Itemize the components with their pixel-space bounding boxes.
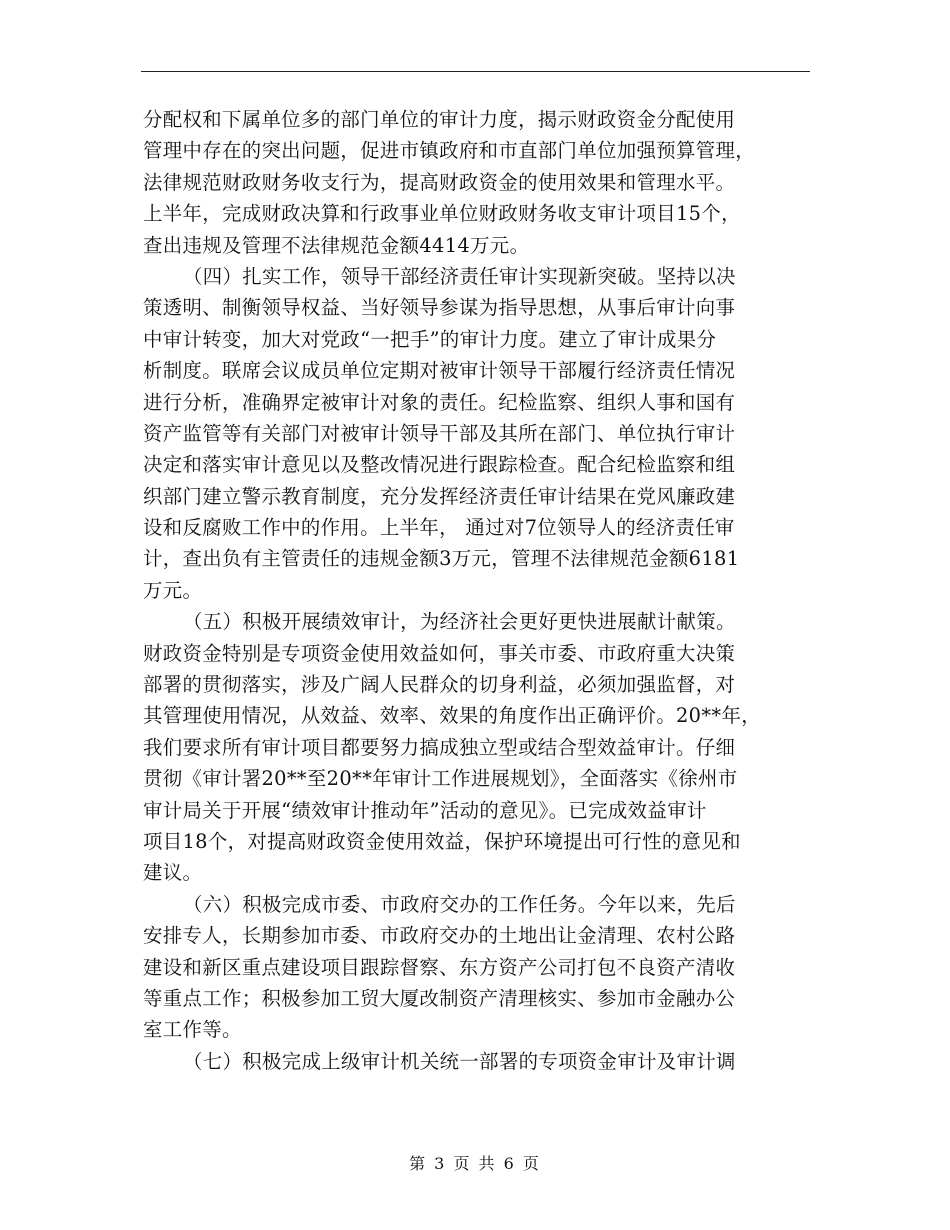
text-line: 策透明、制衡领导权益、当好领导参谋为指导思想，从事后审计向事 xyxy=(143,296,736,320)
text-line: 室工作等。 xyxy=(143,1018,242,1042)
text-line: 织部门建立警示教育制度，充分发挥经济责任审计结果在党风廉政建 xyxy=(143,484,736,508)
text-line: （六）积极完成市委、市政府交办的工作任务。今年以来，先后 xyxy=(183,892,736,916)
text-line: 建设和新区重点建设项目跟踪督察、东方资产公司打包不良资产清收 xyxy=(143,955,736,979)
text-line: 析制度。联席会议成员单位定期对被审计领导干部履行经济责任情况 xyxy=(143,359,736,383)
text-line: 资产监管等有关部门对被审计领导干部及其所在部门、单位执行审计 xyxy=(143,421,736,445)
text-line: 其管理使用情况，从效益、效率、效果的角度作出正确评价。20**年， xyxy=(143,704,761,728)
text-line: 进行分析，准确界定被审计对象的责任。纪检监察、组织人事和国有 xyxy=(143,390,736,414)
text-line: 财政资金特别是专项资金使用效益如何，事关市委、市政府重大决策 xyxy=(143,641,736,665)
text-line: 建议。 xyxy=(143,861,203,885)
text-line: 贯彻《审计署20**至20**年审计工作进展规划》，全面落实《徐州市 xyxy=(143,767,738,791)
text-line: 中审计转变，加大对党政“一把手”的审计力度。建立了审计成果分 xyxy=(143,327,717,351)
text-line: 部署的贯彻落实，涉及广阔人民群众的切身利益，必须加强监督，对 xyxy=(143,673,736,697)
text-line: 管理中存在的突出问题，促进市镇政府和市直部门单位加强预算管理， xyxy=(143,139,755,163)
text-line: 决定和落实审计意见以及整改情况进行跟踪检查。配合纪检监察和组 xyxy=(143,453,736,477)
text-line: 我们要求所有审计项目都要努力搞成独立型或结合型效益审计。仔细 xyxy=(143,735,736,759)
text-line: 设和反腐败工作中的作用。上半年， 通过对7位领导人的经济责任审 xyxy=(143,516,735,540)
text-line: （五）积极开展绩效审计，为经济社会更好更快进展献计献策。 xyxy=(183,610,736,634)
text-line: 法律规范财政财务收支行为，提高财政资金的使用效果和管理水平。 xyxy=(143,170,736,194)
text-line: 项目18个，对提高财政资金使用效益，保护环境提出可行性的意见和 xyxy=(143,829,741,853)
page-footer: 第 3 页 共 6 页 xyxy=(409,1154,541,1173)
text-line: 查出违规及管理不法律规范金额4414万元。 xyxy=(143,233,530,257)
text-line: 万元。 xyxy=(143,578,203,602)
document-body xyxy=(143,104,811,1077)
text-line: （四）扎实工作，领导干部经济责任审计实现新突破。坚持以决 xyxy=(183,264,736,288)
header-rule xyxy=(141,71,810,72)
text-line: 上半年，完成财政决算和行政事业单位财政财务收支审计项目15个， xyxy=(143,202,741,226)
text-line: 分配权和下属单位多的部门单位的审计力度，揭示财政资金分配使用 xyxy=(143,108,736,131)
text-line: 审计局关于开展“绩效审计推动年”活动的意见》。已完成效益审计 xyxy=(143,798,707,822)
text-line: 计，查出负有主管责任的违规金额3万元，管理不法律规范金额6181 xyxy=(143,547,740,571)
text-line: 等重点工作；积极参加工贸大厦改制资产清理核实、参加市金融办公 xyxy=(143,986,736,1010)
text-line: 安排专人，长期参加市委、市政府交办的土地出让金清理、农村公路 xyxy=(143,924,736,948)
text-line: （七）积极完成上级审计机关统一部署的专项资金审计及审计调 xyxy=(183,1049,736,1073)
